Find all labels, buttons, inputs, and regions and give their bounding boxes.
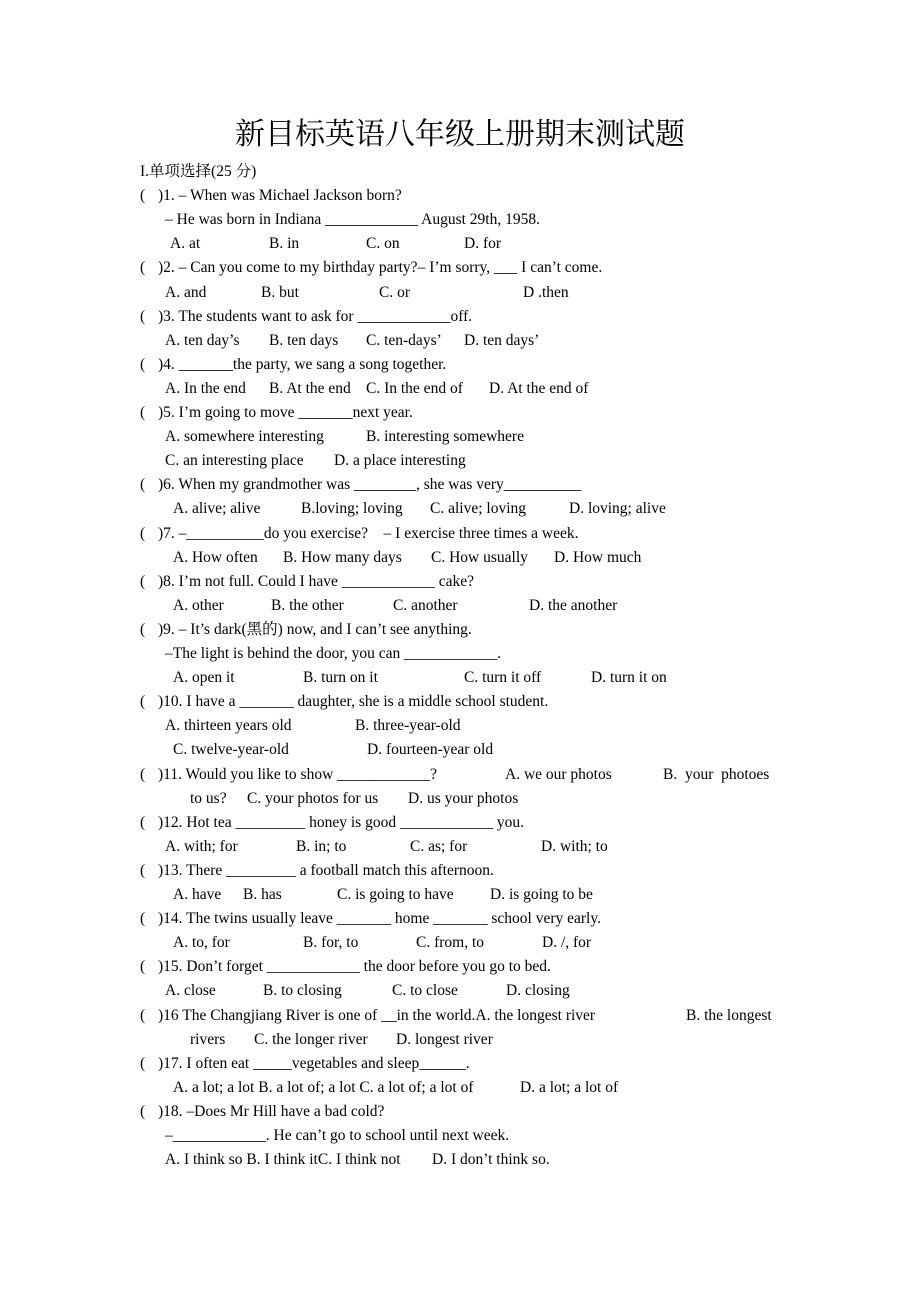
answer-option: B. the longest [686, 1006, 772, 1024]
answer-option: D. for [464, 235, 502, 253]
answer-blank: ( [140, 404, 146, 421]
option-line [0, 377, 920, 401]
question-text: )12. Hot tea _________ honey is good ____________ you. [158, 813, 524, 831]
answer-blank: ( [140, 355, 146, 373]
question-text: I.单项选择(25 分) [140, 163, 257, 180]
answer-option: C. or [379, 283, 410, 301]
answer-option: A. and [165, 283, 207, 301]
question-text: )6. When my grandmother was ________, she was very__________ [158, 476, 582, 494]
answer-option: C. as; for [410, 837, 468, 855]
answer-blank: ( [140, 1102, 146, 1120]
answer-option: D. a lot; a lot of [520, 1078, 619, 1096]
answer-option: B. in; to [296, 837, 347, 855]
question-line [0, 955, 920, 979]
answer-option: B. interesting somewhere [366, 428, 524, 446]
question-line [0, 618, 920, 642]
option-line [0, 883, 920, 907]
answer-option: C. In the end of [366, 379, 463, 397]
answer-option: D. longest river [396, 1030, 493, 1048]
answer-option: A. How often [173, 548, 258, 566]
answer-option: A. open it [173, 669, 235, 687]
option-line [0, 931, 920, 955]
question-line [0, 473, 920, 497]
question-line [0, 907, 920, 931]
question-text: –The light is behind the door, you can ____________. [165, 645, 502, 662]
answer-blank: ( [140, 307, 146, 325]
answer-blank: ( [140, 1006, 146, 1024]
answer-option: C. on [366, 235, 400, 253]
answer-option: D. fourteen-year old [367, 741, 494, 759]
answer-blank: ( [140, 1054, 146, 1072]
answer-option: D. is going to be [490, 886, 593, 903]
question-text: )1. – When was Michael Jackson born? [158, 187, 402, 205]
answer-option: A. to, for [173, 934, 230, 952]
answer-option: C. the longer river [254, 1030, 368, 1048]
answer-option: C. another [393, 596, 458, 614]
answer-option: B. ten days [269, 331, 339, 349]
answer-option: A. we our photos [505, 765, 612, 783]
answer-option: D. turn it on [591, 669, 667, 687]
answer-option: A. a lot; a lot B. a lot of; a lot C. a lot of; a lot of [173, 1078, 474, 1096]
answer-option: B. the other [271, 596, 344, 614]
answer-blank: ( [140, 861, 146, 879]
answer-option: C. is going to have [337, 886, 454, 903]
question-text: )10. I have a _______ daughter, she is a middle school student. [158, 693, 549, 711]
answer-option: C. How usually [431, 548, 528, 566]
answer-blank: ( [140, 765, 146, 783]
answer-option: C. turn it off [464, 669, 542, 687]
answer-option: B. your photoes [663, 765, 770, 783]
answer-option: C. an interesting place [165, 452, 304, 470]
answer-blank: ( [140, 693, 146, 711]
answer-option: C. to close [392, 982, 458, 1000]
answer-option: B. At the end [269, 379, 351, 397]
answer-option: B. to closing [263, 982, 342, 1000]
question-text: )9. – It’s dark(黑的) now, and I can’t see anything. [158, 620, 472, 638]
answer-option: C. from, to [416, 934, 485, 952]
answer-option: D. closing [506, 982, 570, 1000]
answer-blank: ( [140, 572, 146, 590]
answer-option: A. thirteen years old [165, 717, 292, 735]
section-heading [0, 160, 920, 184]
answer-option: A. close [165, 982, 216, 1000]
question-line [0, 690, 920, 714]
option-line [0, 594, 920, 618]
question-line [0, 256, 920, 280]
option-line [0, 546, 920, 570]
question-line [0, 305, 920, 329]
question-line [0, 570, 920, 594]
question-line [0, 1052, 920, 1076]
answer-option: B. turn on it [303, 669, 378, 687]
question-text: )17. I often eat _____vegetables and sleep______. [158, 1054, 470, 1072]
answer-option: C. alive; loving [430, 500, 527, 518]
answer-blank: ( [140, 813, 146, 831]
question-text: to us? [190, 789, 227, 807]
answer-option: D. How much [554, 548, 642, 566]
question-line [0, 401, 920, 425]
question-text: )5. I’m going to move _______next year. [158, 404, 413, 421]
answer-option: B. in [269, 235, 300, 253]
question-text: )13. There _________ a football match this afternoon. [158, 861, 494, 879]
answer-option: B. for, to [303, 934, 359, 952]
option-line [0, 835, 920, 859]
question-text: –____________. He can’t go to school until next week. [165, 1127, 510, 1144]
question-line [0, 811, 920, 835]
answer-option: A. somewhere interesting [165, 428, 324, 446]
option-line [0, 449, 920, 473]
answer-option: C. ten-days’ [366, 331, 442, 349]
answer-option: D. us your photos [408, 789, 519, 807]
question-text: )16 The Changjiang River is one of __in the world.A. the longest river [158, 1006, 596, 1024]
option-line [0, 1124, 920, 1148]
question-text: )7. –__________do you exercise? – I exercise three times a week. [158, 524, 579, 542]
answer-option: A. at [170, 235, 201, 253]
answer-blank: ( [140, 524, 146, 542]
option-line [0, 1076, 920, 1100]
option-line [0, 232, 920, 256]
answer-option: A. have [173, 886, 222, 903]
question-line [0, 522, 920, 546]
answer-option: B. three-year-old [355, 717, 461, 735]
question-text: – He was born in Indiana ____________ August 29th, 1958. [165, 211, 540, 229]
question-text: rivers [190, 1030, 226, 1048]
question-text: )14. The twins usually leave _______ home _______ school very early. [158, 910, 601, 928]
option-line [0, 497, 920, 521]
answer-blank: ( [140, 476, 146, 494]
question-text: )11. Would you like to show ____________? [158, 765, 438, 783]
answer-blank: ( [140, 187, 146, 205]
answer-option: D. ten days’ [464, 331, 540, 349]
answer-option: A. other [173, 596, 224, 614]
option-line [0, 979, 920, 1003]
answer-option: B. How many days [283, 548, 402, 566]
option-line [0, 787, 920, 811]
answer-option: B. has [243, 886, 282, 903]
option-line [0, 281, 920, 305]
option-line [0, 208, 920, 232]
question-line [0, 1004, 920, 1028]
answer-option: A. ten day’s [165, 331, 240, 349]
answer-option: D. with; to [541, 837, 608, 855]
question-text: )15. Don’t forget ____________ the door before you go to bed. [158, 958, 551, 976]
document-title: 新目标英语八年级上册期末测试题 [235, 117, 685, 152]
answer-option: A. In the end [165, 379, 246, 397]
question-line [0, 353, 920, 377]
question-line [0, 763, 920, 787]
answer-option: B. but [261, 283, 299, 301]
option-line [0, 666, 920, 690]
answer-option: B.loving; loving [301, 500, 403, 518]
option-line [0, 642, 920, 666]
answer-option: D. loving; alive [569, 500, 666, 518]
question-text: )3. The students want to ask for ____________off. [158, 307, 473, 325]
answer-blank: ( [140, 910, 146, 928]
option-line [0, 738, 920, 762]
answer-option: A. with; for [165, 837, 238, 855]
answer-option: D. At the end of [489, 379, 589, 397]
answer-blank: ( [140, 958, 146, 976]
question-text: )4. _______the party, we sang a song together. [158, 355, 447, 373]
answer-option: D. I don’t think so. [432, 1151, 550, 1169]
answer-option: D. the another [529, 596, 618, 614]
answer-option: C. your photos for us [247, 789, 379, 807]
answer-blank: ( [140, 259, 146, 277]
question-text: )18. –Does Mr Hill have a bad cold? [158, 1102, 385, 1120]
option-line [0, 425, 920, 449]
question-line [0, 1100, 920, 1124]
answer-option: A. alive; alive [173, 500, 261, 518]
answer-option: D .then [523, 283, 569, 301]
question-text: )8. I’m not full. Could I have ____________ cake? [158, 572, 474, 590]
answer-option: A. I think so B. I think itC. I think not [165, 1151, 401, 1169]
option-line [0, 329, 920, 353]
question-line [0, 859, 920, 883]
option-line [0, 1148, 920, 1172]
answer-option: D. a place interesting [334, 452, 466, 470]
option-line [0, 1028, 920, 1052]
answer-blank: ( [140, 620, 146, 638]
option-line [0, 714, 920, 738]
question-line [0, 184, 920, 208]
answer-option: C. twelve-year-old [173, 741, 289, 759]
answer-option: D. /, for [542, 934, 592, 952]
question-text: )2. – Can you come to my birthday party?– I’m sorry, ___ I can’t come. [158, 259, 603, 277]
